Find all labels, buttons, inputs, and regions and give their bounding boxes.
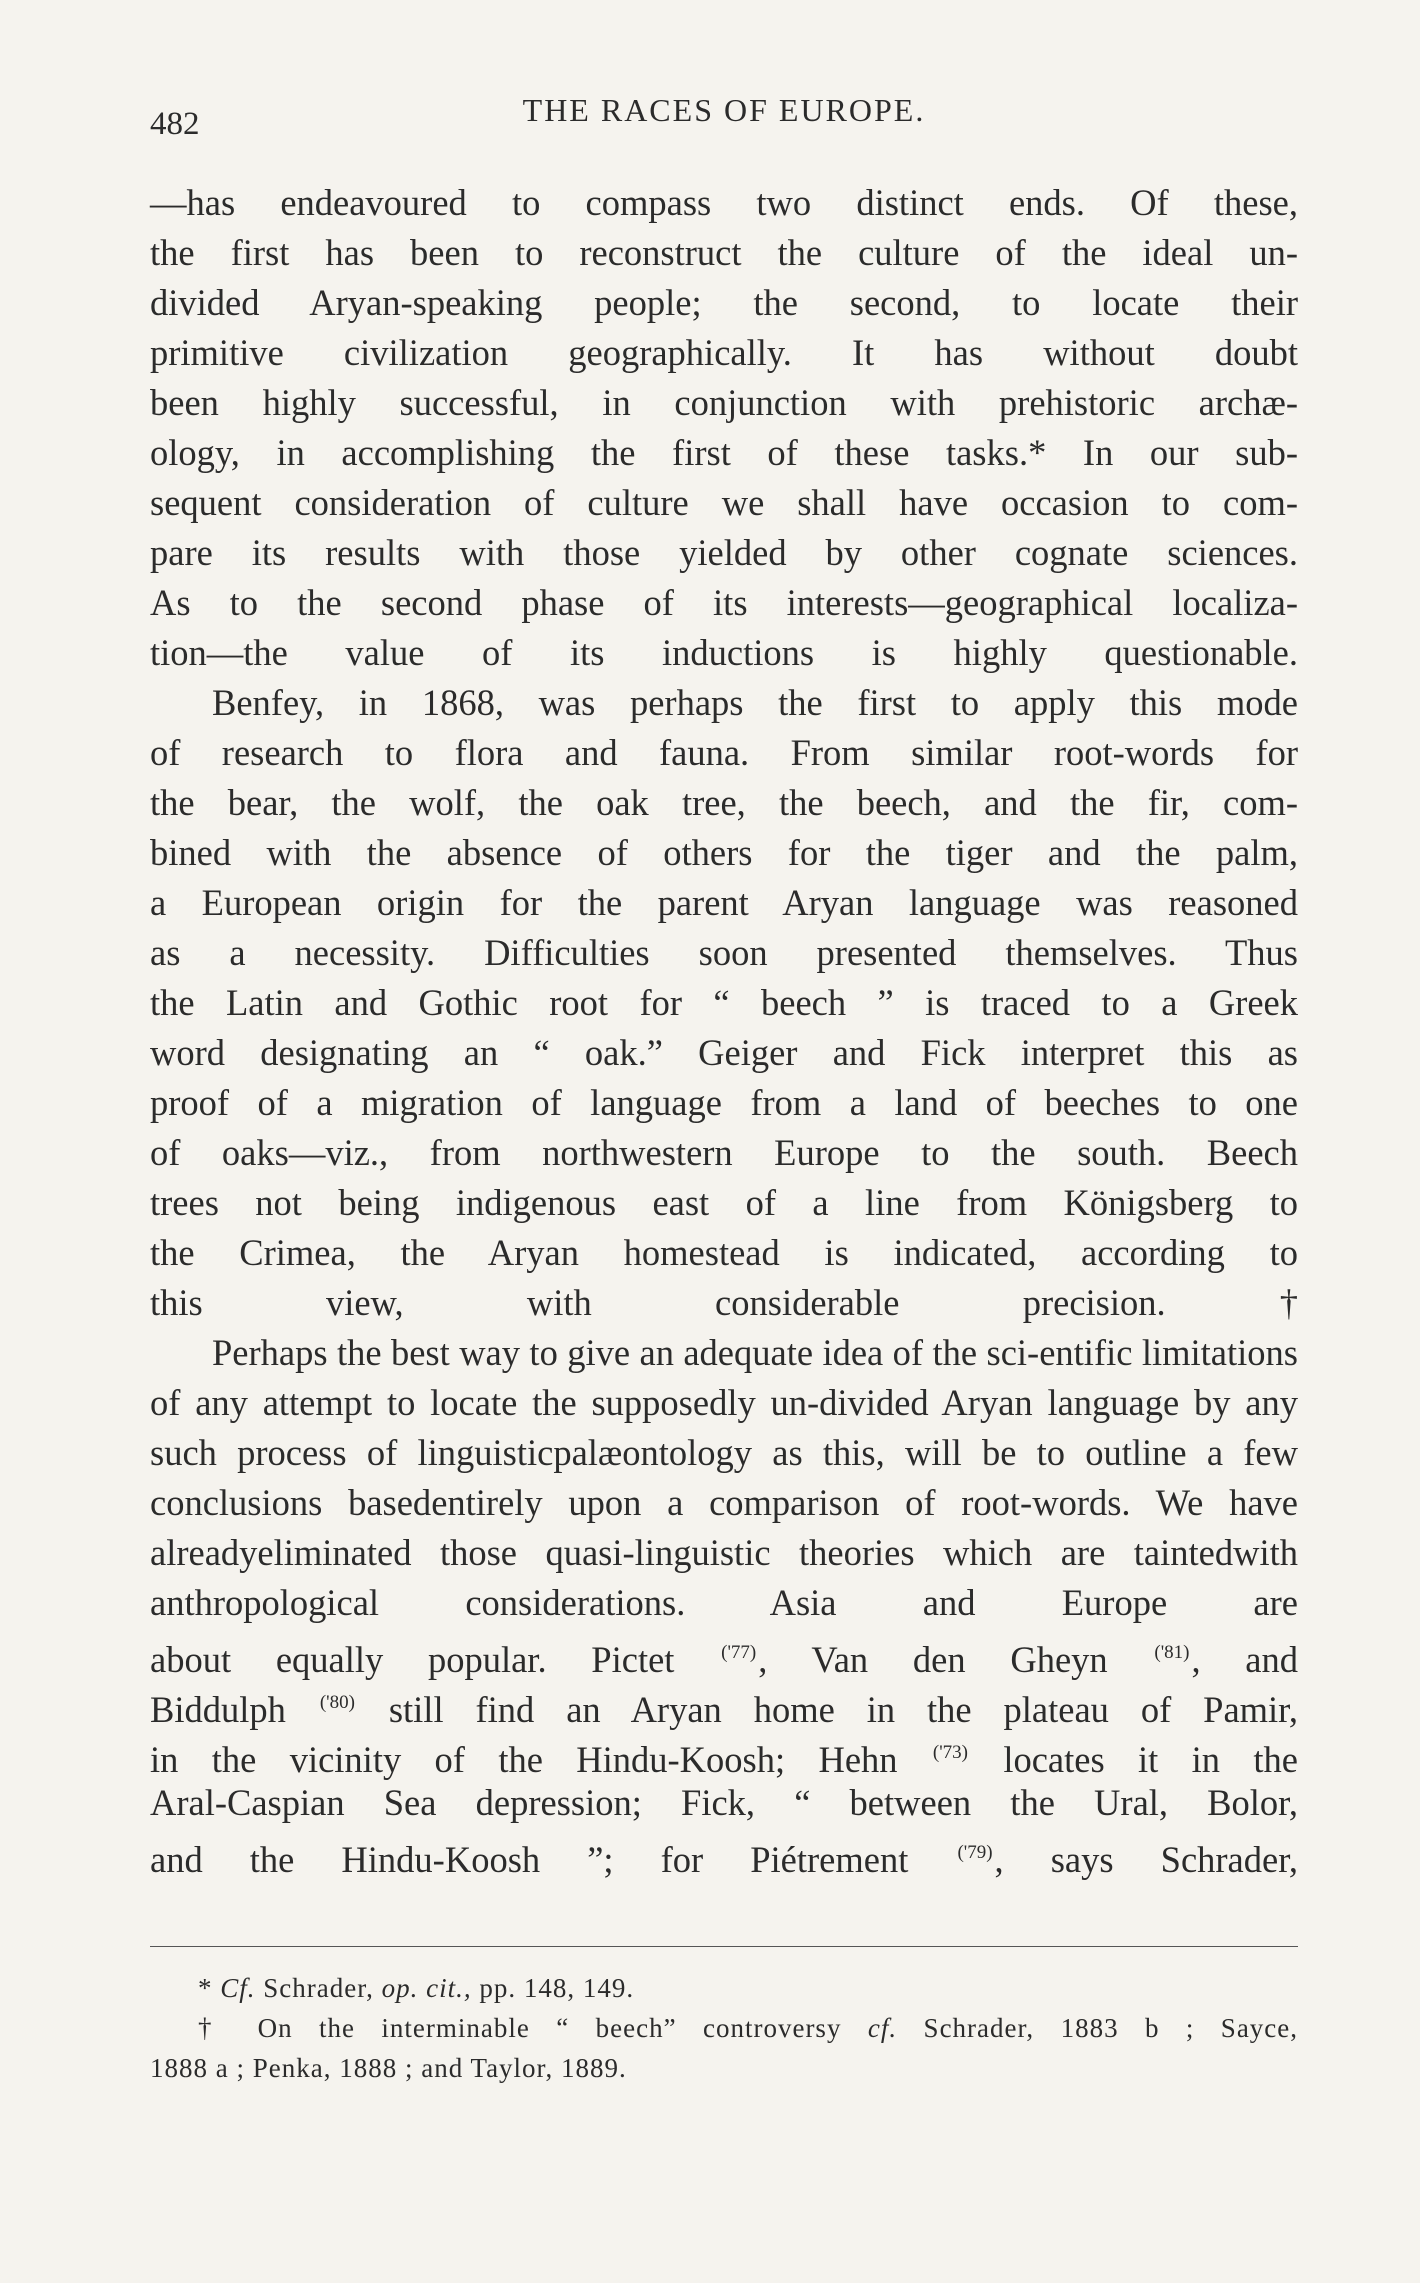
text-line: bined with the absence of others for the tiger and the palm, — [150, 832, 1298, 873]
running-title: THE RACES OF EUROPE. — [522, 92, 926, 128]
footnote-rule — [150, 1946, 1298, 1947]
text-line: been highly successful, in conjunction with prehistoric archæ- — [150, 382, 1298, 423]
text-line: the Latin and Gothic root for “ beech ” is traced to a Greek — [150, 982, 1298, 1023]
text-line: Biddulph $^{('80)}$ still find an Aryan home in the plateau of Pamir, — [150, 1689, 1298, 1730]
paragraph-3 — [150, 1328, 1298, 1878]
text-line: word designating an “ oak.” Geiger and Fick interpret this as — [150, 1032, 1298, 1073]
text-line: divided Aryan-speaking people; the second, to locate their — [150, 282, 1298, 323]
text-line: with anthropological considerations. Asia and Europe are — [150, 1532, 1298, 1623]
text-line: the bear, the wolf, the oak tree, the beech, and the fir, com- — [150, 782, 1298, 823]
page-header — [150, 92, 1298, 140]
text-line: As to the second phase of its interests—geographical localiza- — [150, 582, 1298, 623]
text-line: Aral-Caspian Sea depression; Fick, “ between the Ural, Bolor, — [150, 1782, 1298, 1823]
footnote-2: † On the interminable “ beech” controversy cf. Schrader, 1883 b ; Sayce, — [198, 2013, 1299, 2043]
text-line: tion—the value of its inductions is highly questionable. — [150, 632, 1298, 673]
text-line: of oaks—viz., from northwestern Europe to the south. Beech — [150, 1132, 1298, 1173]
citation-ref: ('80) — [319, 1692, 355, 1713]
text-line: ology, in accomplishing the first of these tasks.* In our sub- — [150, 432, 1298, 473]
text-line: the Crimea, the Aryan homestead is indicated, according to — [150, 1232, 1298, 1273]
text-line: about equally popular. Pictet $^{('77)}$, Van den Gheyn $^{('81)}$, and — [150, 1639, 1299, 1680]
text-line: this view, with considerable precision.† — [150, 1282, 1298, 1323]
text-line: primitive civilization geographically. It has without doubt — [150, 332, 1298, 373]
text-line: eliminated those quasi-linguistic theories which are tainted — [257, 1532, 1234, 1573]
text-line: the first has been to reconstruct the culture of the ideal un- — [150, 232, 1298, 273]
footnote-1: * Cf. Schrader, op. cit., pp. 148, 149. — [198, 1973, 635, 2003]
page-number: 482 — [150, 106, 200, 142]
text-line: pare its results with those yielded by other cognate sciences. — [150, 532, 1298, 573]
paragraph-2 — [150, 678, 1298, 1328]
text-line: entific limitations of any attempt to locate the supposedly un- — [150, 1332, 1298, 1423]
text-line: proof of a migration of language from a land of beeches to one — [150, 1082, 1298, 1123]
text-line: and the Hindu-Koosh ”; for Piétrement $^{('79)}$, says Schrader, — [150, 1839, 1299, 1880]
text-line: trees not being indigenous east of a line from Königsberg to — [150, 1182, 1298, 1223]
text-line: Benfey, in 1868, was perhaps the first to apply this mode — [212, 682, 1298, 723]
body-text — [150, 178, 1298, 1878]
footnotes — [150, 1968, 1298, 2088]
footnote-2-continued: 1888 a ; Penka, 1888 ; and Taylor, 1889. — [150, 2053, 627, 2083]
text-line: sequent consideration of culture we shall have occasion to com- — [150, 482, 1298, 523]
text-line: —has endeavoured to compass two distinct ends. Of these, — [150, 182, 1298, 223]
text-line: entirely upon a comparison of root-words. We have already — [150, 1482, 1298, 1573]
text-line: of research to flora and fauna. From similar root-words for — [150, 732, 1298, 773]
citation-ref: ('73) — [932, 1742, 968, 1763]
text-line: as a necessity. Difficulties soon presented themselves. Thus — [150, 932, 1298, 973]
text-line: Perhaps the best way to give an adequate idea of the sci- — [212, 1332, 1040, 1373]
paragraph-1 — [150, 178, 1298, 678]
citation-ref: ('81) — [1154, 1642, 1190, 1663]
text-line: palæontology as this, will be to outline a few conclusions based — [150, 1432, 1298, 1523]
text-line: in the vicinity of the Hindu-Koosh; Hehn $^{('73)}$ locates it in the — [150, 1739, 1299, 1780]
citation-ref: ('77) — [721, 1642, 757, 1663]
text-line: divided Aryan language by any such process of linguistic — [150, 1382, 1298, 1473]
citation-ref: ('79) — [957, 1842, 993, 1863]
text-line: a European origin for the parent Aryan language was reasoned — [150, 882, 1298, 923]
